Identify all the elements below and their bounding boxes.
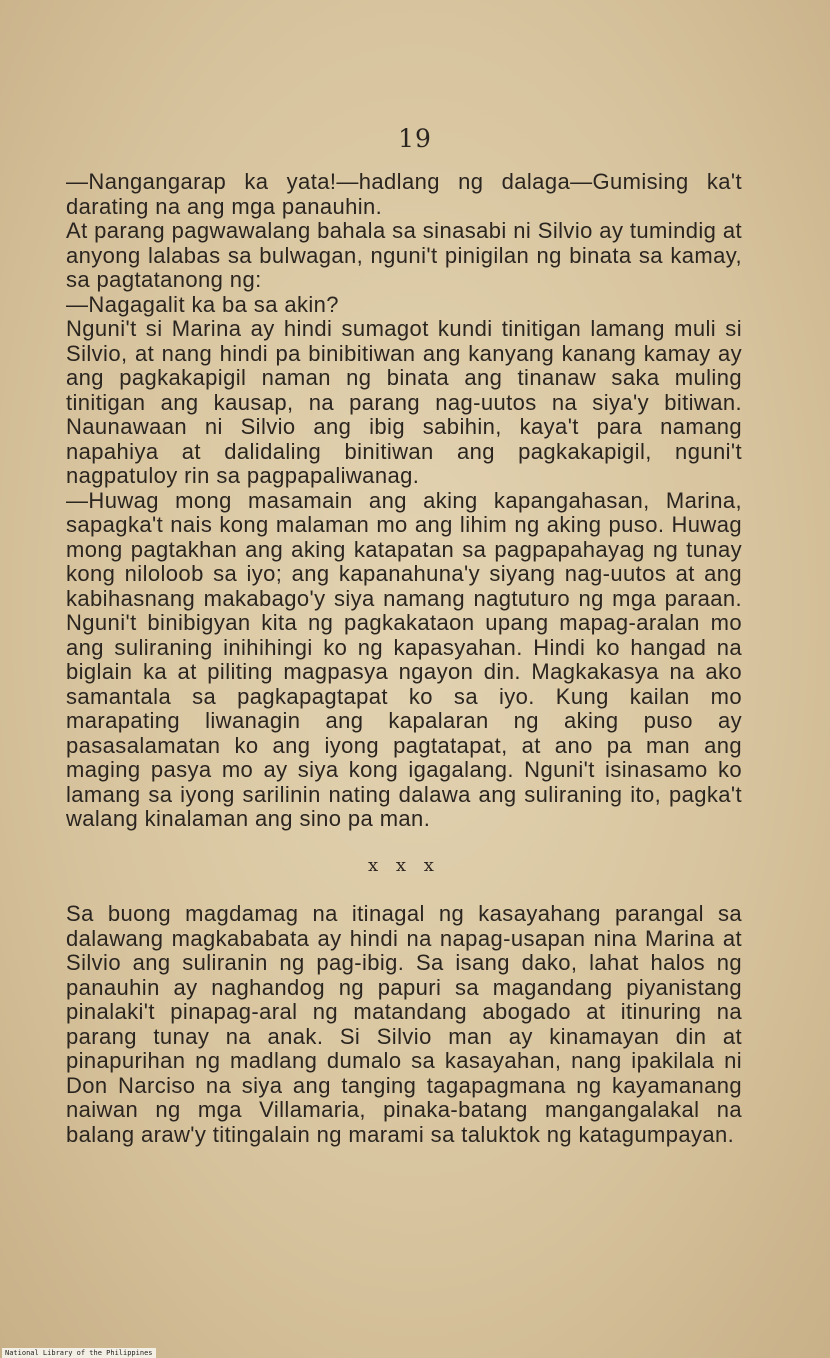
section-separator: x x x	[368, 854, 440, 876]
paragraph: —Nagagalit ka ba sa akin?	[66, 291, 339, 317]
page-number: 19	[398, 124, 432, 153]
page-body	[66, 170, 742, 1147]
paragraph: —Nangangarap ka yata!—hadlang ng dalaga—Gumising ka't darating na ang mga panauhin.	[66, 169, 742, 219]
paragraph: —Huwag mong masamain ang aking kapangahasan, Marina, sapagka't nais kong malaman mo ang lihim ng aking puso. Huwag mong pagtakhan ang aking katapatan sa pagpapahayag ng tunay kong niloloob sa iyo; ang kapanahuna'y siyang nag-uutos at ang kabihasnang makabago'y siya namang nagtuturo ng mga paraan. Nguni't binibigyan kita ng pagkakataon upang mapag-aralan mo ang suliraning inihihingi ko ng kapasyahan. Hindi ko hangad na biglain ka at piliting magpasya ngayon din. Magkakasya na ako samantala sa pagkapagtapat ko sa iyo. Kung kailan mo marapating liwanagin ang kapalaran ng aking puso ay pasasalamatan ko ang iyong pagtatapat, at ano pa man ang maging pasya mo ay siya kong igagalang. Nguni't isinasamo ko lamang sa iyong sarilinin nating dalawa ang suliraning ito, pagka't walang kinalaman ang sino pa man.	[66, 487, 742, 831]
paragraph: Nguni't si Marina ay hindi sumagot kundi tinitigan lamang muli si Silvio, at nang hindi pa binibitiwan ang kanyang kanang kamay ay ang pagkakapigil naman ng binata ang tinanaw saka muling tinitigan ang kausap, na parang nag-uutos na siya'y bitiwan. Naunawaan ni Silvio ang ibig sabihin, kaya't para namang napahiya at dalidaling binitiwan ang pagkakapigil, nguni't nagpatuloy rin sa pagpapaliwanag.	[66, 316, 742, 488]
paragraph: At parang pagwawalang bahala sa sinasabi ni Silvio ay tumindig at anyong lalabas sa bulwagan, nguni't pinigilan ng binata sa kamay, sa pagtatanong ng:	[66, 218, 742, 292]
library-credit: National Library of the Philippines	[2, 1348, 156, 1358]
paragraph: Sa buong magdamag na itinagal ng kasayahang parangal sa dalawang magkababata ay hindi na napag-usapan nina Marina at Silvio ang suliranin ng pag-ibig. Sa isang dako, lahat halos ng panauhin ay naghandog ng papuri sa magandang piyanistang pinalaki't pinapag-aral ng matandang abogado at itinuring na parang tunay na anak. Si Silvio man ay kinamayan din at pinapurihan ng madlang dumalo sa kasayahan, nang ipakilala ni Don Narciso na siya ang tanging tagapagmana ng kayamanang naiwan ng mga Villamaria, pinaka-batang mangangalakal na balang araw'y titingalain ng marami sa taluktok ng katagumpayan.	[66, 901, 742, 1147]
